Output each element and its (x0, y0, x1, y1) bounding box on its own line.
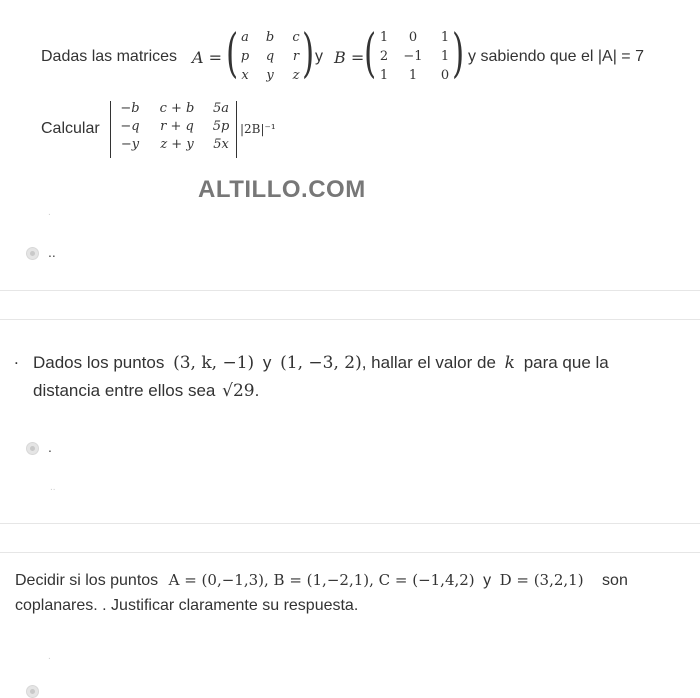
q2-bullet: . (14, 349, 19, 368)
determinant (112, 101, 236, 152)
det-factor: |2B|⁻¹ (240, 122, 276, 136)
q1-calc-label: Calcular (41, 120, 100, 137)
q3-line-1 (15, 567, 628, 594)
q1-a-label: A = (192, 48, 223, 67)
matA-cell: c (292, 30, 300, 45)
matrix-b-right-paren: ) (452, 24, 465, 84)
q2-point-1: (3, k, −1) (173, 353, 255, 373)
q3-faint-mark: . (48, 651, 51, 662)
matA-cell: b (265, 30, 275, 45)
matB-cell: 1 (440, 49, 450, 64)
matA-cell: r (292, 49, 300, 64)
matB-cell: 2 (379, 49, 389, 64)
matB-cell: 1 (379, 68, 389, 83)
q3-option-radio[interactable] (26, 685, 39, 698)
q2-period: . (254, 381, 260, 400)
det-left-bar (110, 101, 111, 158)
q1-b-label: B = (334, 48, 365, 67)
q1-option-text: .. (48, 244, 56, 260)
matA-cell: q (265, 49, 275, 64)
watermark: ALTILLO.COM (198, 176, 366, 203)
q2-text-3: para que la (523, 353, 609, 372)
q2-line-1 (33, 349, 683, 377)
det-cell: z + y (160, 137, 194, 152)
q3-son: son (602, 572, 628, 589)
det-right-bar (236, 101, 237, 158)
separator (0, 552, 700, 553)
matB-cell: 1 (440, 30, 450, 45)
det-cell: 5x (213, 137, 229, 152)
matrix-b-left-paren: ( (364, 24, 377, 84)
det-cell: −y (120, 137, 140, 152)
q3-connector: y (483, 572, 492, 589)
q2-text-2: , hallar el valor de (361, 353, 496, 372)
matB-cell: 1 (408, 68, 418, 83)
matA-cell: p (240, 49, 250, 64)
matB-cell: 0 (408, 30, 418, 45)
matA-cell: x (241, 68, 249, 83)
matrix-a-left-paren: ( (226, 24, 239, 84)
q2-option-radio[interactable] (26, 442, 39, 455)
matrix-a-right-paren: ) (302, 24, 315, 84)
q1-connector: y (315, 48, 323, 65)
matB-cell: 1 (379, 30, 389, 45)
matrix-a (234, 30, 308, 83)
separator (0, 523, 700, 524)
q2-connector: y (262, 353, 272, 372)
det-cell: c + b (159, 101, 195, 116)
q3-point-d: D = (3,2,1) (499, 571, 584, 589)
q1-option-radio[interactable] (26, 247, 39, 260)
matA-cell: z (292, 68, 300, 83)
q3-points: A = (0,−1,3), B = (1,−2,1), C = (−1,4,2) (168, 571, 475, 589)
q2-line-2 (33, 377, 259, 405)
q1-condition: y sabiendo que el |A| = 7 (468, 48, 644, 65)
matA-cell: a (241, 30, 249, 45)
det-cell: −b (120, 101, 140, 116)
q2-k: k (504, 353, 515, 373)
q2-sqrt: √29 (222, 381, 255, 401)
q2-faint-mark: .. (50, 482, 56, 493)
q1-intro: Dadas las matrices (41, 48, 178, 65)
separator (0, 290, 700, 291)
det-cell: 5a (212, 101, 230, 116)
q3-line-2: coplanares. . Justificar claramente su respuesta. (15, 597, 359, 614)
det-cell: −q (120, 119, 140, 134)
q2-text-4: distancia entre ellos sea (33, 381, 216, 400)
q2-option-text: . (48, 439, 52, 455)
det-cell: r + q (160, 119, 194, 134)
matB-cell: −1 (403, 49, 423, 64)
q2-text: Dados los puntos (33, 353, 165, 372)
q1-faint-mark: . (48, 207, 51, 218)
separator (0, 319, 700, 320)
matA-cell: y (266, 68, 274, 83)
q2-point-2: (1, −3, 2) (280, 353, 362, 373)
matrix-b (372, 30, 460, 83)
det-cell: 5p (212, 119, 230, 134)
matB-cell: 0 (440, 68, 450, 83)
q3-text: Decidir si los puntos (15, 572, 159, 589)
